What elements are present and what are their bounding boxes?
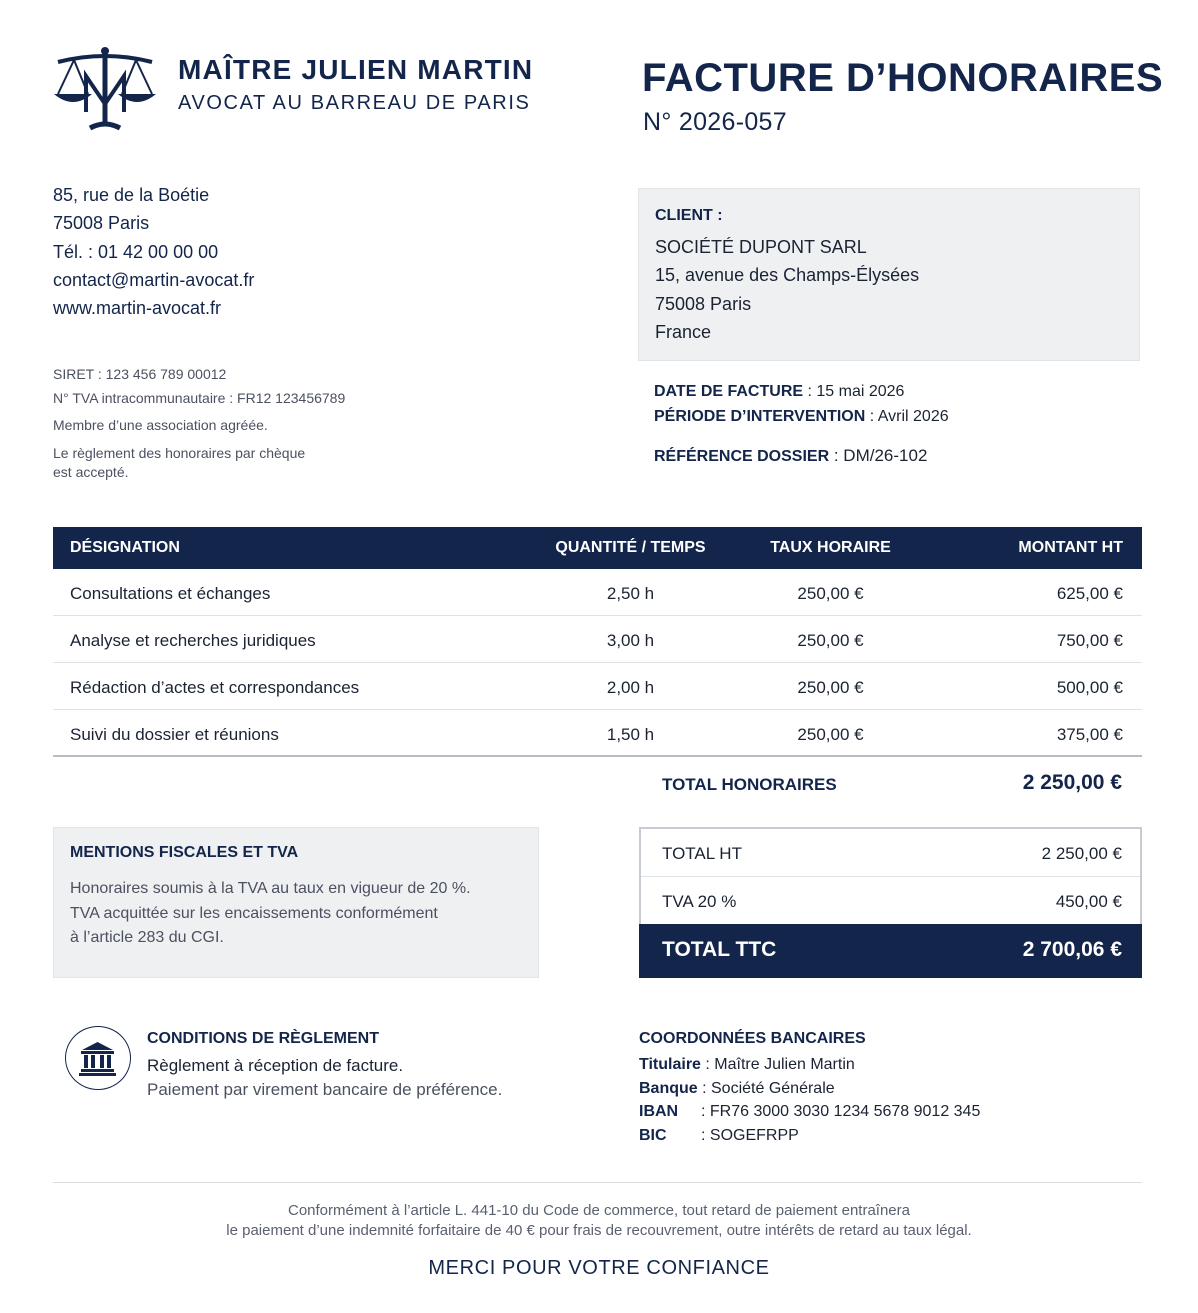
invoice-date-value: : 15 mai 2026	[803, 383, 905, 400]
ref-label: RÉFÉRENCE DOSSIER	[654, 448, 830, 465]
tva-row	[641, 877, 1140, 925]
bank-building-icon	[65, 1026, 131, 1090]
firm-subtitle: AVOCAT AU BARREAU DE PARIS	[178, 92, 531, 114]
legal-footer-line-2: le paiement d’une indemnité forfaitaire de 40 € pour frais de recouvrement, outre intérêts de retard au taux légal.	[226, 1222, 972, 1239]
firm-name: MAÎTRE JULIEN MARTIN	[178, 54, 534, 85]
tva-value: 450,00 €	[1055, 892, 1122, 911]
total-ht-label: TOTAL HT	[662, 844, 742, 863]
total-ht-row	[641, 829, 1140, 877]
bank-holder	[639, 1056, 855, 1074]
client-city: 75008 Paris	[655, 293, 752, 314]
ref-value: : DM/26-102	[829, 446, 928, 465]
total-ttc-label: TOTAL TTC	[662, 938, 777, 961]
row-rate: 250,00 €	[797, 725, 864, 744]
fiscal-line: à l’article 283 du CGI.	[70, 929, 224, 946]
address-city: 75008 Paris	[53, 213, 150, 234]
total-fees-label: TOTAL HONORAIRES	[662, 775, 837, 794]
row-quantity: 1,50 h	[606, 725, 655, 744]
table-row	[53, 710, 1142, 757]
row-amount: 625,00 €	[1056, 584, 1123, 603]
conditions-line-1: Règlement à réception de facture.	[147, 1056, 404, 1075]
invoice-date	[654, 383, 904, 401]
header-quantity: QUANTITÉ / TEMPS	[555, 539, 706, 556]
thanks-message: MERCI POUR VOTRE CONFIANCE	[428, 1257, 770, 1279]
tva-number: N° TVA intracommunautaire : FR12 123456789	[53, 390, 346, 406]
client-box	[638, 188, 1140, 361]
row-amount: 375,00 €	[1056, 725, 1123, 744]
bank-iban	[639, 1103, 1039, 1121]
table-row	[53, 663, 1142, 710]
total-fees-value: 2 250,00 €	[1022, 771, 1122, 794]
iban-label: IBAN	[639, 1103, 679, 1120]
invoice-date-label: DATE DE FACTURE	[654, 383, 804, 400]
bank-details-title: COORDONNÉES BANCAIRES	[639, 1030, 866, 1047]
row-rate: 250,00 €	[797, 678, 864, 697]
holder-label: Titulaire	[639, 1056, 701, 1073]
period-value: : Avril 2026	[865, 408, 949, 425]
bic-label: BIC	[639, 1127, 667, 1144]
invoice-number: N° 2026-057	[643, 108, 787, 136]
bank-label: Banque	[639, 1080, 698, 1097]
total-ht-value: 2 250,00 €	[1041, 844, 1122, 863]
row-amount: 750,00 €	[1056, 631, 1123, 650]
conditions-line-2: Paiement par virement bancaire de préférence.	[147, 1080, 503, 1099]
client-label: CLIENT :	[655, 207, 723, 224]
table-header	[53, 527, 1142, 569]
row-quantity: 2,50 h	[606, 584, 655, 603]
row-designation: Suivi du dossier et réunions	[70, 725, 279, 744]
bank-bic	[639, 1127, 1039, 1145]
row-rate: 250,00 €	[797, 584, 864, 603]
iban-value[interactable]: : FR76 3000 3030 1234 5678 9012 345	[701, 1103, 981, 1120]
footer-divider	[53, 1182, 1142, 1183]
bank-value: : Société Générale	[697, 1080, 835, 1097]
total-ttc-row	[639, 924, 1142, 978]
client-address	[655, 233, 919, 346]
period-label: PÉRIODE D’INTERVENTION	[654, 408, 866, 425]
cheque-note-2: est accepté.	[53, 464, 129, 480]
row-designation: Analyse et recherches juridiques	[70, 631, 316, 650]
row-amount: 500,00 €	[1056, 678, 1123, 697]
case-reference	[654, 446, 927, 466]
association-note: Membre d’une association agréée.	[53, 417, 268, 433]
invoice-title: FACTURE D’HONORAIRES	[642, 56, 1164, 100]
row-rate: 250,00 €	[797, 631, 864, 650]
row-quantity: 3,00 h	[606, 631, 655, 650]
header-amount: MONTANT HT	[1018, 539, 1123, 556]
intervention-period	[654, 408, 949, 426]
address-phone: Tél. : 01 42 00 00 00	[53, 241, 219, 262]
address-website[interactable]: www.martin-avocat.fr	[53, 298, 222, 319]
bank-name	[639, 1080, 835, 1098]
fiscal-mentions-box	[53, 827, 539, 978]
fiscal-text	[70, 876, 471, 949]
address-email[interactable]: contact@martin-avocat.fr	[53, 269, 255, 290]
scales-of-justice-icon	[52, 46, 158, 132]
row-designation: Consultations et échanges	[70, 584, 271, 603]
table-row	[53, 616, 1142, 663]
holder-value: : Maître Julien Martin	[700, 1056, 855, 1073]
header-designation: DÉSIGNATION	[70, 539, 180, 556]
fees-table	[53, 527, 1142, 757]
table-row	[53, 569, 1142, 616]
client-country: France	[655, 321, 712, 342]
row-quantity: 2,00 h	[606, 678, 655, 697]
fiscal-line: TVA acquittée sur les encaissements conformément	[70, 905, 438, 922]
bic-value[interactable]: : SOGEFRPP	[701, 1127, 799, 1144]
client-street: 15, avenue des Champs-Élysées	[655, 265, 920, 286]
address-street: 85, rue de la Boétie	[53, 185, 210, 205]
cheque-note-1: Le règlement des honoraires par chèque	[53, 445, 306, 461]
totals-box	[639, 827, 1142, 978]
fiscal-title: MENTIONS FISCALES ET TVA	[70, 844, 299, 861]
tva-label: TVA 20 %	[662, 892, 737, 911]
total-ttc-value: 2 700,06 €	[1022, 938, 1122, 961]
firm-address	[53, 181, 254, 322]
siret: SIRET : 123 456 789 00012	[53, 366, 227, 382]
row-designation: Rédaction d’actes et correspondances	[70, 678, 360, 697]
header-rate: TAUX HORAIRE	[770, 539, 891, 556]
legal-footer-line-1: Conformément à l’article L. 441-10 du Code de commerce, tout retard de paiement entraînera	[287, 1202, 910, 1219]
conditions-title: CONDITIONS DE RÈGLEMENT	[147, 1030, 380, 1047]
client-name: SOCIÉTÉ DUPONT SARL	[655, 237, 867, 257]
fiscal-line: Honoraires soumis à la TVA au taux en vigueur de 20 %.	[70, 880, 471, 897]
